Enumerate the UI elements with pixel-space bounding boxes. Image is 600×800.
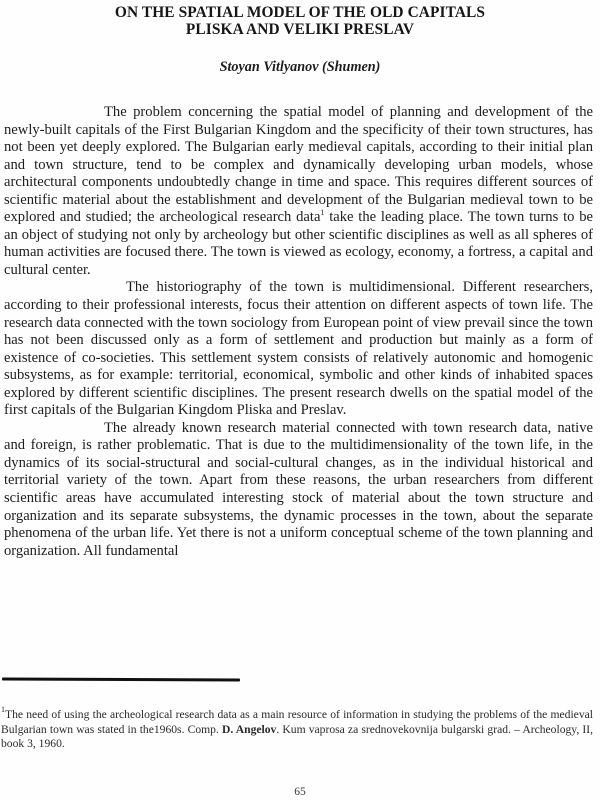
title-line-2: PLISKA AND VELIKI PRESLAV — [185, 21, 415, 38]
article-body — [4, 104, 593, 560]
footnote-text-a: The need of using the archeological research data as a main resource of information in studying the problems of the medieval Bulgarian town was stated in the1960s. Comp. — [1, 708, 593, 736]
paragraph-3: The already known research material connected with town research data, native and foreign, is rather problematic. That is due to the multidimensionality of the town life, in the dynamics of its social-structural and social-cultural changes, as in the individual historical and territorial variety of the town. Apart from these reasons, the urban researchers from different scientific areas have accumulated interesting stock of material about the town structure and organization and its separate subsystems, the dynamic processes in the town, about the separate phenomena of the urban life. Yet there is not a uniform conceptual scheme of the town planning and organization. All fundamental — [4, 419, 593, 559]
paragraph-1-text-a: The problem concerning the spatial model of planning and development of the newly-built capitals of the First Bulgarian Kingdom and the specificity of their town structures, has not been yet deeply explored. The Bulgarian early medieval capitals, according to their initial plan and town structure, tend to be complex and dynamically developing urban models, whose architectural components undoubtedly change in time and space. This requires different sources of scientific material about the establishment and development of the Bulgarian medieval town to be explored and studied; the archeological research data — [4, 104, 593, 226]
footnote-separator — [2, 677, 240, 681]
footnote-marker: 1 — [1, 705, 5, 714]
footnote-reference[interactable]: 1 — [320, 208, 325, 218]
footnote — [1, 705, 593, 752]
paragraph-1-text-b: take the leading place. The town turns to be an object of studying not only by archeology but other scientific disciplines as well as all spheres of human activities are focused there. The town is viewed as ecology, economy, a fortress, a capital and cultural center. — [4, 209, 593, 278]
page-number: 65 — [294, 786, 306, 798]
footnote-text-b: . Kum vaprosa za srednovekovnija bulgarski grad. – Archeology, II, book 3, 1960. — [1, 722, 593, 751]
article-title — [0, 4, 600, 38]
title-line-1: ON THE SPATIAL MODEL OF THE OLD CAPITALS — [114, 4, 486, 21]
paragraph-1 — [4, 104, 593, 279]
paragraph-2: The historiography of the town is multidimensional. Different researchers, according to their professional interests, focus their attention on different aspects of town life. The research data connected with the town sociology from European point of view prevail since the town has not been discussed only as a form of settlement and production but mainly as a form of existence of co-societies. This settlement system consists of relatively autonomic and homogenic subsystems, as for example: territorial, economical, symbolic and other kinds of inhabited spaces explored by different scientific disciplines. The present research dwells on the spatial model of the first capitals of the Bulgarian Kingdom Pliska and Preslav. — [4, 279, 593, 419]
footnote-cited-author: D. Angelov — [222, 722, 277, 736]
author-byline: Stoyan Vitlyanov (Shumen) — [219, 59, 381, 75]
